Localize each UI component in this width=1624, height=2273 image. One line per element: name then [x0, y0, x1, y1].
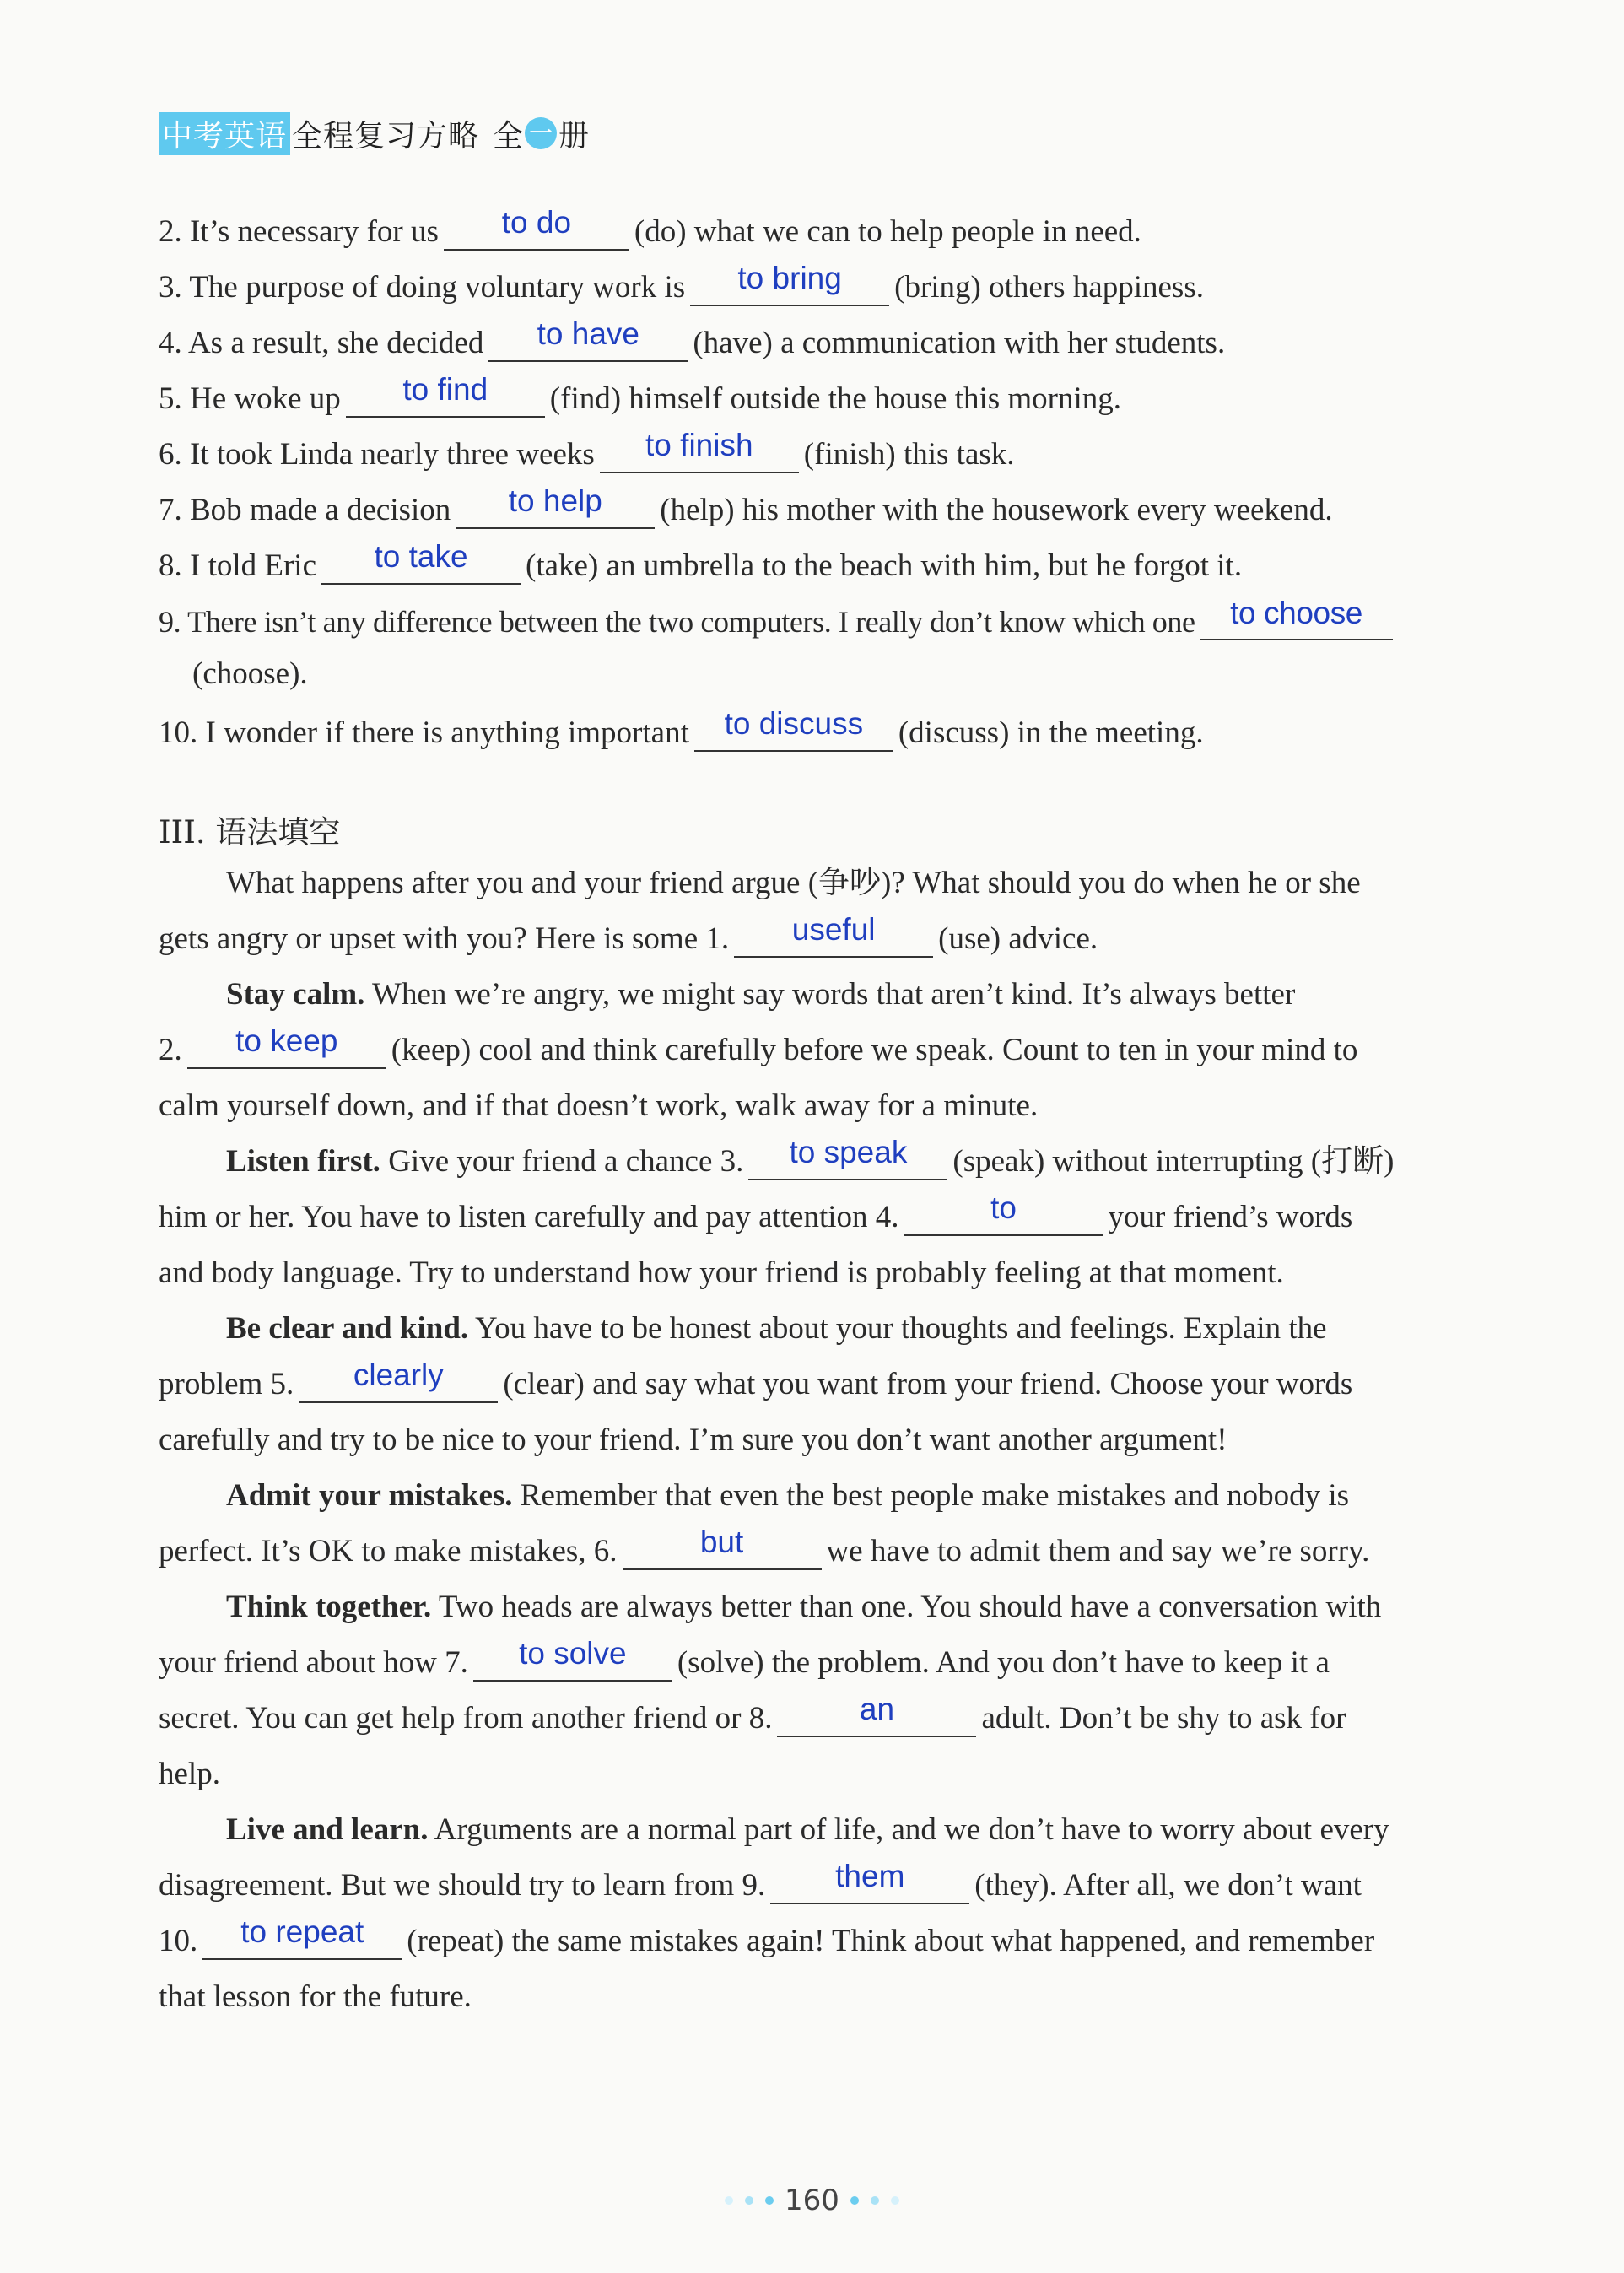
page-footer — [0, 2184, 1624, 2217]
para-4-line-1: Admit your mistakes. Remember that even the best people make mistakes and nobody is — [226, 1478, 1350, 1513]
page-number: 160 — [785, 2184, 839, 2217]
answer-blank[interactable]: to have — [488, 326, 688, 362]
para-6-line-1: Live and learn. Arguments are a normal part of life, and we don’t have to worry about every — [226, 1812, 1389, 1847]
para-3-line-1: Be clear and kind. You have to be honest about your thoughts and feelings. Explain the — [226, 1311, 1327, 1346]
exercise-item-4: 4. As a result, she decided to have (have) a communication with her students. — [159, 316, 1226, 360]
paragraph-heading: Stay calm. — [226, 977, 365, 1012]
answer-blank[interactable]: to find — [346, 381, 545, 418]
exercise-item-10: 10. I wonder if there is anything important to discuss (discuss) in the meeting. — [159, 706, 1204, 750]
answer-blank[interactable]: clearly — [299, 1367, 498, 1403]
para-6-line-4: that lesson for the future. — [159, 1979, 472, 2014]
answer-blank[interactable]: but — [623, 1534, 822, 1570]
intro-line-2: gets angry or upset with you? Here is some 1. useful (use) advice. — [159, 912, 1098, 956]
section-title: III. 语法填空 — [159, 814, 341, 850]
paragraph-heading: Be clear and kind. — [226, 1311, 469, 1346]
dot-icon — [725, 2196, 733, 2205]
para-1-line-3: calm yourself down, and if that doesn’t work, walk away for a minute. — [159, 1088, 1039, 1123]
para-5-line-4: help. — [159, 1757, 220, 1791]
para-2-line-2: him or her. You have to listen carefully and pay attention 4. to your friend’s words — [159, 1190, 1353, 1234]
answer-blank[interactable]: an — [777, 1701, 976, 1737]
dot-icon — [891, 2196, 899, 2205]
answer-blank[interactable]: to keep — [187, 1033, 386, 1069]
para-2-line-3: and body language. Try to understand how your friend is probably feeling at that moment. — [159, 1255, 1284, 1290]
answer-blank[interactable]: to take — [321, 548, 521, 585]
para-4-line-2: perfect. It’s OK to make mistakes, 6. but we have to admit them and say we’re sorry. — [159, 1525, 1370, 1568]
exercise-item-9: 9. There isn’t any difference between the two computers. I really don’t know which one to choose — [159, 602, 1398, 641]
exercise-item-3: 3. The purpose of doing voluntary work is to bring (bring) others happiness. — [159, 261, 1204, 305]
dot-icon — [850, 2196, 859, 2205]
book-header — [159, 111, 589, 155]
volume-label: 全 一 册 — [493, 118, 590, 154]
answer-blank[interactable]: to repeat — [202, 1924, 402, 1960]
para-3-line-2: problem 5. clearly (clear) and say what you want from your friend. Choose your words — [159, 1358, 1353, 1401]
para-5-line-3: secret. You can get help from another friend or 8. an adult. Don’t be shy to ask for — [159, 1692, 1346, 1736]
answer-blank[interactable]: to do — [444, 214, 629, 251]
exercise-item-9-continued: (choose). — [192, 656, 308, 691]
paragraph-heading: Listen first. — [226, 1144, 380, 1179]
exercise-item-7: 7. Bob made a decision to help (help) his mother with the housework every weekend. — [159, 483, 1333, 527]
dot-icon — [871, 2196, 879, 2205]
header-title: 全程复习方略 — [292, 118, 480, 154]
answer-blank[interactable]: to choose — [1200, 605, 1393, 640]
para-6-line-2: disagreement. But we should try to learn from 9. them (they). After all, we don’t want — [159, 1859, 1362, 1903]
answer-blank[interactable]: to discuss — [694, 715, 893, 752]
exercise-item-6: 6. It took Linda nearly three weeks to finish (finish) this task. — [159, 428, 1015, 472]
para-6-line-3: 10. to repeat (repeat) the same mistakes again! Think about what happened, and remember — [159, 1914, 1375, 1958]
answer-blank[interactable]: to finish — [600, 437, 799, 473]
paragraph-heading: Think together. — [226, 1590, 432, 1624]
answer-blank[interactable]: to bring — [690, 270, 889, 306]
para-1-line-2: 2. to keep (keep) cool and think carefully before we speak. Count to ten in your mind to — [159, 1023, 1358, 1067]
header-highlight: 中考英语 — [159, 112, 290, 155]
para-2-line-1: Listen first. Give your friend a chance 3. to speak (speak) without interrupting (打断) — [226, 1135, 1395, 1179]
para-3-line-3: carefully and try to be nice to your friend. I’m sure you don’t want another argument! — [159, 1423, 1227, 1457]
para-5-line-1: Think together. Two heads are always better than one. You should have a conversation with — [226, 1590, 1382, 1624]
intro-line-1: What happens after you and your friend argue (争吵)? What should you do when he or she — [226, 866, 1361, 900]
answer-blank[interactable]: to — [904, 1200, 1103, 1236]
exercise-item-8: 8. I told Eric to take (take) an umbrella to the beach with him, but he forgot it. — [159, 539, 1243, 583]
para-5-line-2: your friend about how 7. to solve (solve) the problem. And you don’t have to keep it a — [159, 1636, 1330, 1680]
exercise-item-5: 5. He woke up to find (find) himself outside the house this morning. — [159, 372, 1122, 416]
answer-blank[interactable]: to speak — [748, 1144, 947, 1180]
answer-blank[interactable]: useful — [734, 921, 933, 958]
answer-blank[interactable]: them — [770, 1868, 969, 1904]
answer-blank[interactable]: to solve — [473, 1645, 672, 1682]
volume-circle: 一 — [525, 117, 557, 149]
exercise-item-2: 2. It’s necessary for us to do (do) what we can to help people in need. — [159, 205, 1141, 249]
dot-icon — [745, 2196, 753, 2205]
dot-icon — [765, 2196, 774, 2205]
paragraph-heading: Live and learn. — [226, 1812, 429, 1847]
answer-blank[interactable]: to help — [456, 493, 655, 529]
para-1-line-1: Stay calm. When we’re angry, we might say words that aren’t kind. It’s always better — [226, 977, 1296, 1012]
paragraph-heading: Admit your mistakes. — [226, 1478, 513, 1513]
